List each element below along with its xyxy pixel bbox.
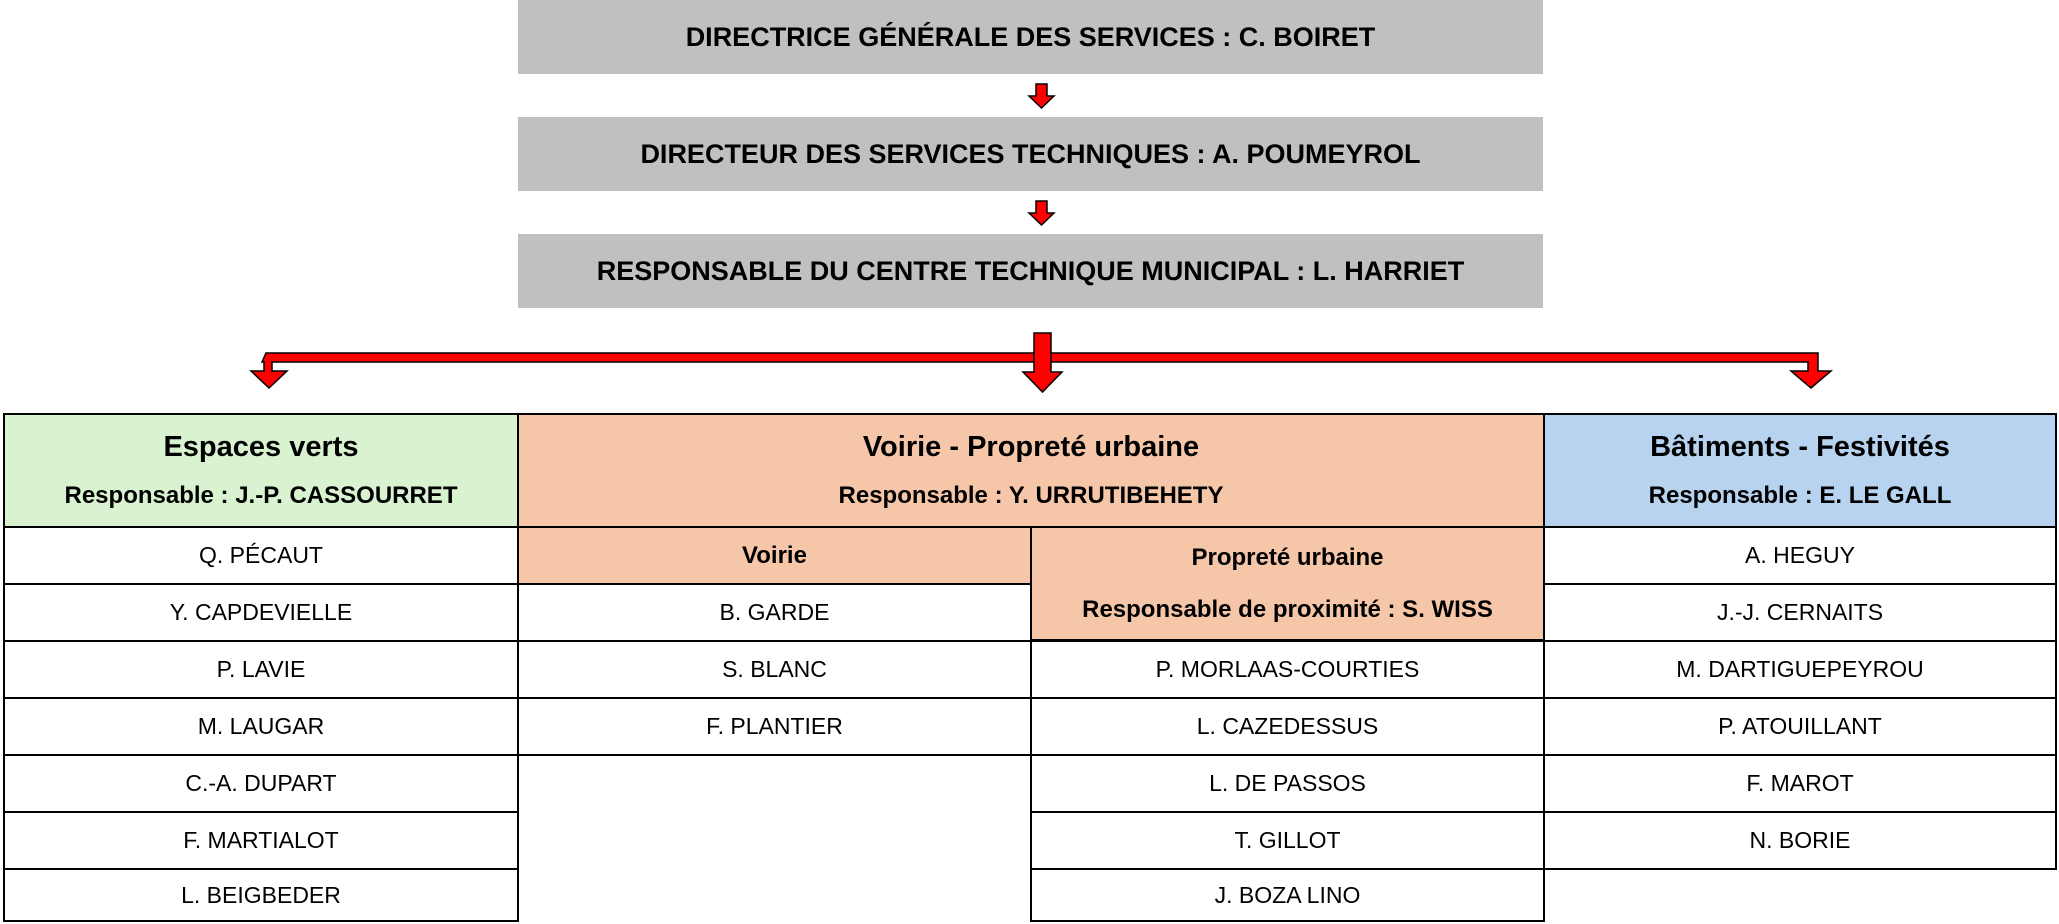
- ctm-label: RESPONSABLE DU CENTRE TECHNIQUE MUNICIPAL : L. HARRIET: [596, 255, 1465, 286]
- espaces-verts-member: C.-A. DUPART: [3, 754, 519, 813]
- proprete-subtitle: Propreté urbaine: [1191, 543, 1384, 571]
- proprete-member: L. CAZEDESSUS: [1030, 697, 1545, 756]
- proprete-member: L. DE PASSOS: [1030, 754, 1545, 813]
- branch-arrow-left: [251, 353, 1034, 388]
- branch-arrow-right: [1050, 353, 1831, 388]
- dgs-label: DIRECTRICE GÉNÉRALE DES SERVICES : C. BOIRET: [685, 21, 1376, 52]
- voirie-proprete-title: Voirie - Propreté urbaine: [862, 431, 1200, 463]
- proprete-subheader: [1030, 526, 1545, 641]
- voirie-subheader: [517, 526, 1032, 585]
- batiments-responsable: Responsable : E. LE GALL: [1648, 482, 1952, 509]
- espaces-verts-member: M. LAUGAR: [3, 697, 519, 756]
- proprete-responsable: Responsable de proximité : S. WISS: [1082, 595, 1493, 623]
- batiments-header: [1543, 413, 2057, 528]
- espaces-verts-member: Y. CAPDEVIELLE: [3, 583, 519, 642]
- espaces-verts-member: P. LAVIE: [3, 640, 519, 699]
- down-arrow-dgs-dst: [1029, 84, 1054, 108]
- proprete-member: J. BOZA LINO: [1030, 868, 1545, 922]
- batiments-member: J.-J. CERNAITS: [1543, 583, 2057, 642]
- voirie-proprete-header: [517, 413, 1545, 528]
- down-arrow-dst-ctm: [1029, 201, 1054, 225]
- voirie-subtitle: Voirie: [742, 541, 807, 569]
- voirie-member: B. GARDE: [517, 583, 1032, 642]
- espaces-verts-member: Q. PÉCAUT: [3, 526, 519, 585]
- espaces-verts-header: [3, 413, 519, 528]
- batiments-member: M. DARTIGUEPEYROU: [1543, 640, 2057, 699]
- espaces-verts-title: Espaces verts: [163, 431, 359, 463]
- voirie-member: S. BLANC: [517, 640, 1032, 699]
- dst-label: DIRECTEUR DES SERVICES TECHNIQUES : A. POUMEYROL: [640, 138, 1421, 169]
- proprete-member: T. GILLOT: [1030, 811, 1545, 870]
- batiments-member: F. MAROT: [1543, 754, 2057, 813]
- batiments-member: A. HEGUY: [1543, 526, 2057, 585]
- batiments-member: P. ATOUILLANT: [1543, 697, 2057, 756]
- batiments-member: N. BORIE: [1543, 811, 2057, 870]
- connector-arrows: [0, 0, 2059, 400]
- batiments-title: Bâtiments - Festivités: [1650, 431, 1950, 463]
- proprete-member: P. MORLAAS-COURTIES: [1030, 640, 1545, 699]
- espaces-verts-member: F. MARTIALOT: [3, 811, 519, 870]
- espaces-verts-member: L. BEIGBEDER: [3, 868, 519, 922]
- espaces-verts-responsable: Responsable : J.-P. CASSOURRET: [64, 482, 458, 509]
- voirie-proprete-responsable: Responsable : Y. URRUTIBEHETY: [838, 482, 1224, 509]
- voirie-member: F. PLANTIER: [517, 697, 1032, 756]
